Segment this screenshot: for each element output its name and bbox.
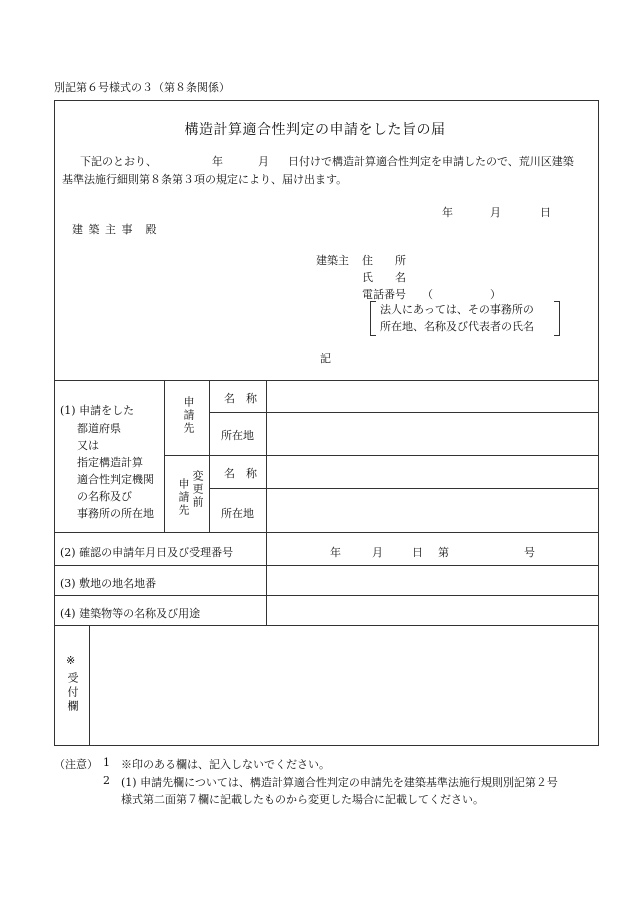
vrule-label-col [164,380,165,532]
item4-label: (4) 建築物等の名称及び用途 [60,607,201,620]
group-before-change-b: 申請先 [177,478,190,517]
field-location-1: 所在地 [221,429,254,442]
field-name-1: 名 称 [224,392,257,405]
note-bracket-right [554,301,560,336]
note1-text: ※印のある欄は、記入しないでください。 [121,758,330,771]
hrule-2 [164,455,599,456]
date-day: 日 [540,206,551,219]
note2-line2: 様式第二面第７欄に記載したものから変更した場合に記載してください。 [121,793,484,806]
reception-mark: ※ [66,654,76,667]
field-name-2: 名 称 [224,467,257,480]
date-month: 月 [490,206,501,219]
addressee: 建 築 主 事 殿 [72,223,158,236]
item2-go: 号 [524,546,535,559]
vrule-reception [89,625,90,746]
phone-paren-open: （ [422,288,433,301]
hrule-5 [54,565,599,566]
ki-label: 記 [320,352,331,365]
reception-label: 受付欄 [66,672,79,714]
item3-label: (3) 敷地の地名地番 [60,577,157,590]
applicant-name-label: 氏 名 [362,271,406,284]
hrule-6 [54,595,599,596]
note2-num: 2 [103,774,110,787]
item1-label-2: 都道府県 [77,422,121,435]
item2-day: 日 [412,546,423,559]
vrule-group-col [209,380,210,532]
note2-line1: (1) 申請先欄については、構造計算適合性判定の申請先を建築基準法施行規則別記第２号 [121,776,558,789]
intro-month: 月 [258,155,269,168]
hrule-1 [209,412,599,413]
form-title: 構造計算適合性判定の申請をした旨の届 [184,122,446,138]
table-top-rule [54,380,599,381]
intro-year: 年 [212,155,223,168]
hrule-4 [54,532,599,533]
item2-label: (2) 確認の申請年月日及び受理番号 [60,546,234,559]
note1-num: 1 [103,756,110,769]
group-before-change-a: 変更前 [191,470,204,509]
applicant-label: 建築主 [316,254,349,267]
intro-text-1a: 下記のとおり、 [80,155,157,168]
item2-year: 年 [330,546,341,559]
item1-label-3: 又は [77,439,99,452]
field-location-2: 所在地 [221,507,254,520]
intro-text-2: 基準法施行細則第８条第３項の規定により、届け出ます。 [62,173,348,186]
group-applicant: 申請先 [182,396,195,435]
item1-label-4: 指定構造計算 [77,456,143,469]
phone-paren-close: ） [490,288,501,301]
item1-label-6: の名称及び [77,490,132,503]
corporate-note-line1: 法人にあっては、その事務所の [380,303,534,316]
applicant-address-label: 住 所 [362,254,406,267]
item2-dai: 第 [438,546,449,559]
item1-label-1: (1) 申請をした [60,404,135,417]
vrule-field-col [266,380,267,625]
note-bracket-left [370,301,376,336]
date-year: 年 [442,206,453,219]
corporate-note-line2: 所在地、名称及び代表者の氏名 [380,320,534,333]
intro-text-1b: 日付けで構造計算適合性判定を申請したので、荒川区建築 [288,155,574,168]
item1-label-7: 事務所の所在地 [77,507,154,520]
hrule-7 [54,625,599,626]
hrule-3 [209,488,599,489]
notes-header: （注意） [54,758,98,771]
item2-month: 月 [372,546,383,559]
form-frame [54,100,599,746]
item1-label-5: 適合性判定機関 [77,473,154,486]
applicant-phone-label: 電話番号 [362,288,406,301]
form-number: 別記第６号様式の３（第８条関係） [54,81,230,94]
